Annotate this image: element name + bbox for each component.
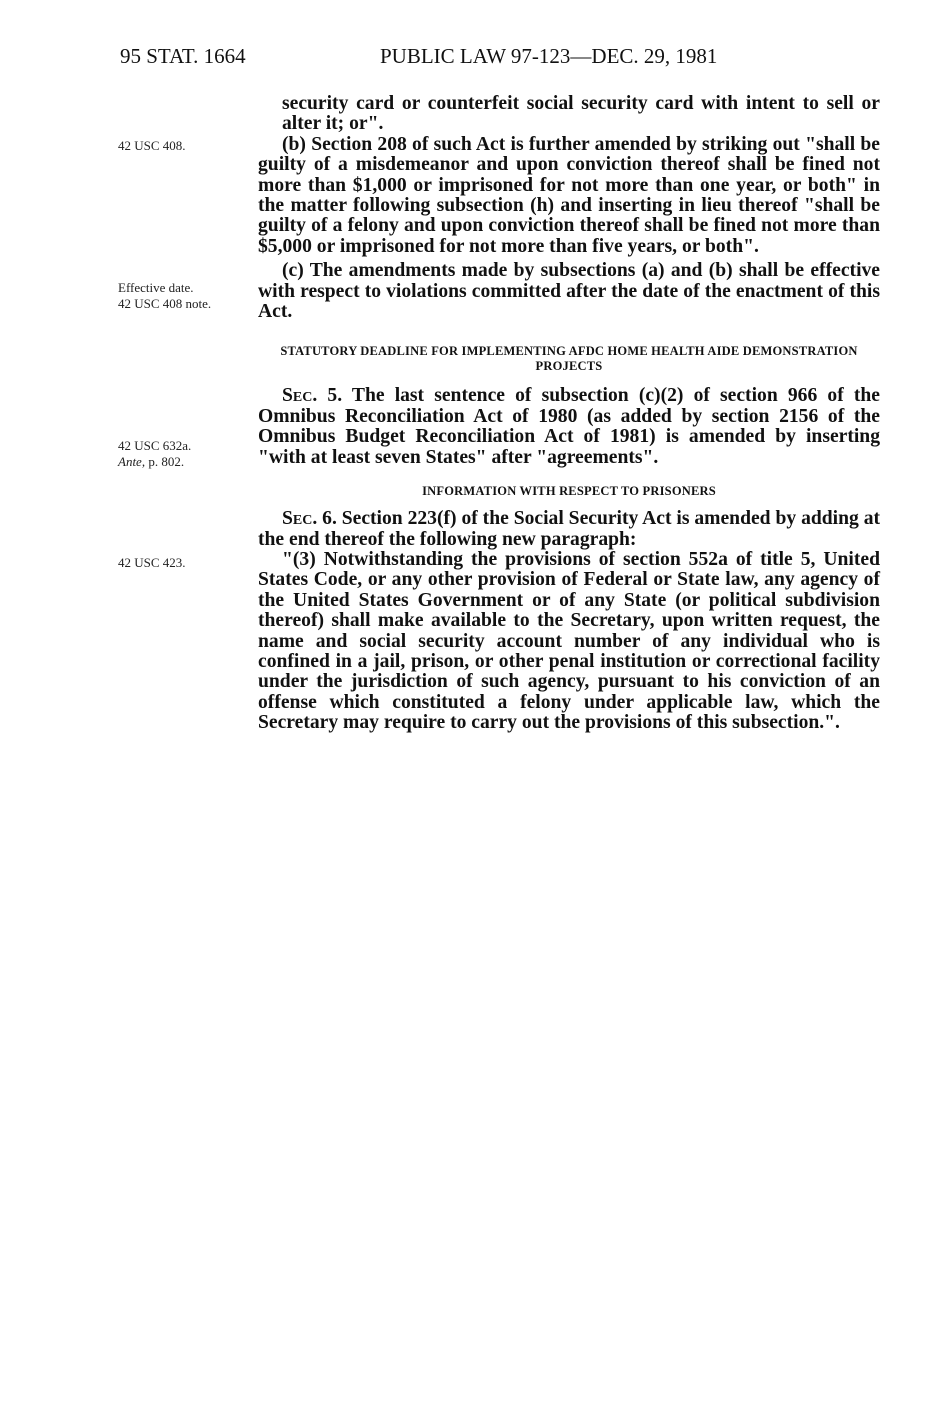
page-header: [120, 44, 880, 76]
header-stat-page: 95 STAT. 1664: [120, 44, 246, 68]
section-heading-afdc: STATUTORY DEADLINE FOR IMPLEMENTING AFDC HOME HEALTH AIDE DEMONSTRATION PROJECTS: [280, 344, 858, 374]
header-title: PUBLIC LAW 97-123—DEC. 29, 1981: [380, 44, 718, 68]
margin-note-text: 42 USC 408.: [118, 138, 186, 153]
sec-6-text: Section 223(f) of the Social Security Act is amended by adding at the end thereof the following new paragraph:: [258, 508, 881, 550]
margin-note-text: 42 USC 423.: [118, 555, 186, 570]
margin-note-line: [118, 454, 191, 470]
paragraph-new-paragraph-3: "(3) Notwithstanding the provisions of section 552a of title 5, United States Code, or any other provision of Federal or State law, any agency of the United States Government or of any State (or political subdivision thereof) shall make available to the Secretary, upon written request, the name and social security account number of any individual who is confined in a jail, prison, or other penal institution or correctional facility under the jurisdiction of such agency, pursuant to his conviction of an offense which constituted a felony under applicable law, which the Secretary may require to carry out the provisions of this subsection.".: [258, 548, 880, 734]
paragraph-sec-6: [258, 509, 880, 550]
margin-note-42-usc-408: [118, 138, 186, 154]
margin-note-line: Effective date.: [118, 280, 194, 295]
margin-note-rest: p. 802.: [145, 454, 185, 469]
sec-5-text: The last sentence of subsection (c)(2) of section 966 of the Omnibus Reconciliation Act of 1980 (as added by section 2156 of the Omnibus Budget Reconciliation Act of 1981) is amended by inserting "with at least seven States" after "agreements".: [258, 385, 880, 468]
margin-note-line: 42 USC 632a.: [118, 438, 192, 453]
paragraph-subsection-b: (b) Section 208 of such Act is further amended by striking out "shall be guilty of a misdemeanor and upon conviction thereof shall be fined not more than $1,000 or imprisoned for not more than one year, or both" in the matter following subsection (h) and inserting in lieu thereof "shall be guilty of a felony and upon conviction thereof shall be fined not more than $5,000 or imprisoned for not more than five years, or both".: [258, 133, 880, 257]
document-body: [258, 94, 880, 734]
margin-note-line: 42 USC 408 note.: [118, 296, 212, 311]
paragraph-continuation: security card or counterfeit social security card with intent to sell or alter it; or".: [282, 93, 880, 135]
paragraph-sec-5: [258, 386, 880, 468]
section-heading-prisoners: INFORMATION WITH RESPECT TO PRISONERS: [422, 484, 716, 499]
margin-note-42-usc-423: [118, 555, 186, 571]
show-through-background: [230, 880, 880, 980]
paragraph-subsection-c: (c) The amendments made by subsections (a) and (b) shall be effective with respect to violations committed after the date of the enactment of this Act.: [258, 260, 880, 323]
sec-6-label: Sec. 6.: [282, 508, 337, 530]
sec-5-label: Sec. 5.: [282, 385, 343, 407]
margin-note-effective-date: [118, 280, 211, 312]
margin-note-42-usc-632a: [118, 438, 191, 470]
margin-note-italic: Ante,: [118, 454, 146, 469]
